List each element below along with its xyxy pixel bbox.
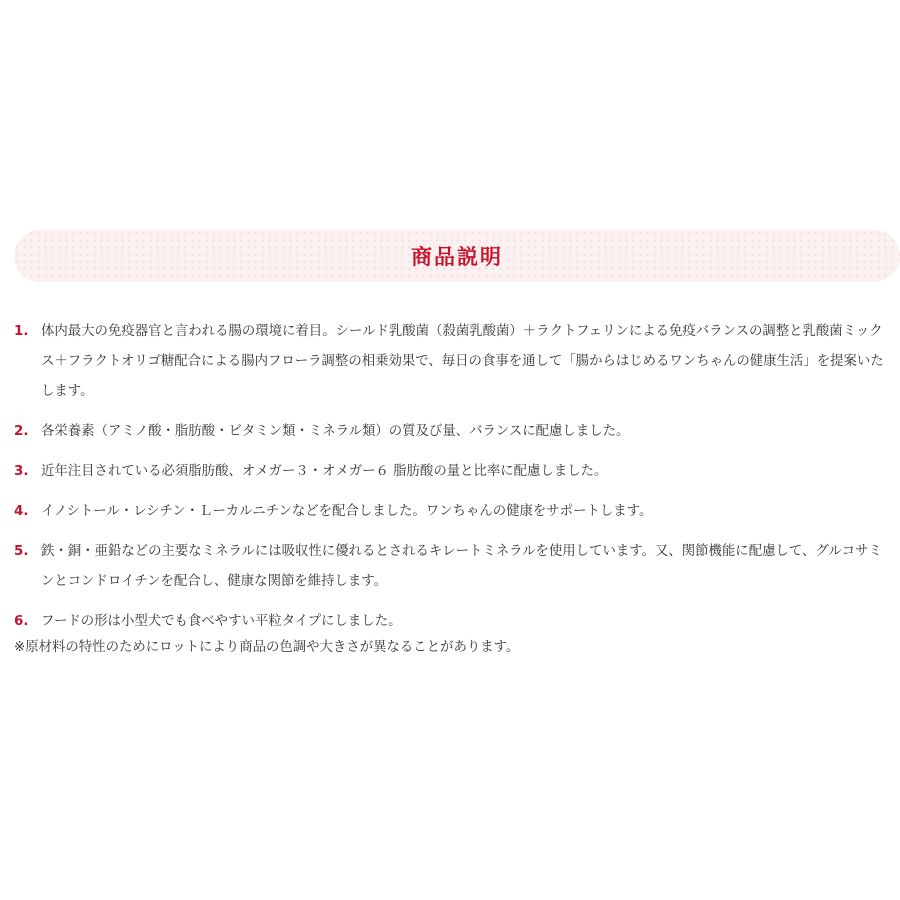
- list-item-text: 鉄・銅・亜鉛などの主要なミネラルには吸収性に優れるとされるキレートミネラルを使用しています。又、関節機能に配慮して、グルコサミンとコンドロイチンを配合し、健康な関節を維持します。: [41, 544, 882, 589]
- list-item-number: 6.: [14, 614, 29, 629]
- list-item: [14, 457, 886, 487]
- list-item: [14, 537, 886, 597]
- feature-list: [14, 317, 886, 647]
- list-item: [14, 417, 886, 447]
- list-item-text: 近年注目されている必須脂肪酸、オメガー３・オメガー６ 脂肪酸の量と比率に配慮しました。: [41, 464, 608, 479]
- list-item: [14, 317, 886, 407]
- list-item-number: 2.: [14, 424, 29, 439]
- list-item-number: 5.: [14, 544, 29, 559]
- section-heading-bar: [14, 230, 900, 282]
- section-title: 商品説明: [411, 245, 503, 269]
- list-item-text: イノシトール・レシチン・Ｌーカルニチンなどを配合しました。ワンちゃんの健康をサポートします。: [41, 504, 653, 519]
- list-item-number: 3.: [14, 464, 29, 479]
- list-item-text: フードの形は小型犬でも食べやすい平粒タイプにしました。: [41, 614, 402, 629]
- list-item: [14, 497, 886, 527]
- footnote: ※原材料の特性のためにロットにより商品の色調や大きさが異なることがあります。: [14, 640, 520, 655]
- list-item-text: 各栄養素（アミノ酸・脂肪酸・ビタミン類・ミネラル類）の質及び量、バランスに配慮しました。: [41, 424, 630, 439]
- list-item-text: 体内最大の免疫器官と言われる腸の環境に着目。シールド乳酸菌（殺菌乳酸菌）＋ラクトフェリンによる免疫バランスの調整と乳酸菌ミックス＋フラクトオリゴ糖配合による腸内フローラ調整の相乗効果で、毎日の食事を通して「腸からはじめるワンちゃんの健康生活」を提案いたします。: [41, 324, 884, 399]
- list-item-number: 4.: [14, 504, 29, 519]
- list-item-number: 1.: [14, 324, 29, 339]
- list-item: [14, 607, 886, 637]
